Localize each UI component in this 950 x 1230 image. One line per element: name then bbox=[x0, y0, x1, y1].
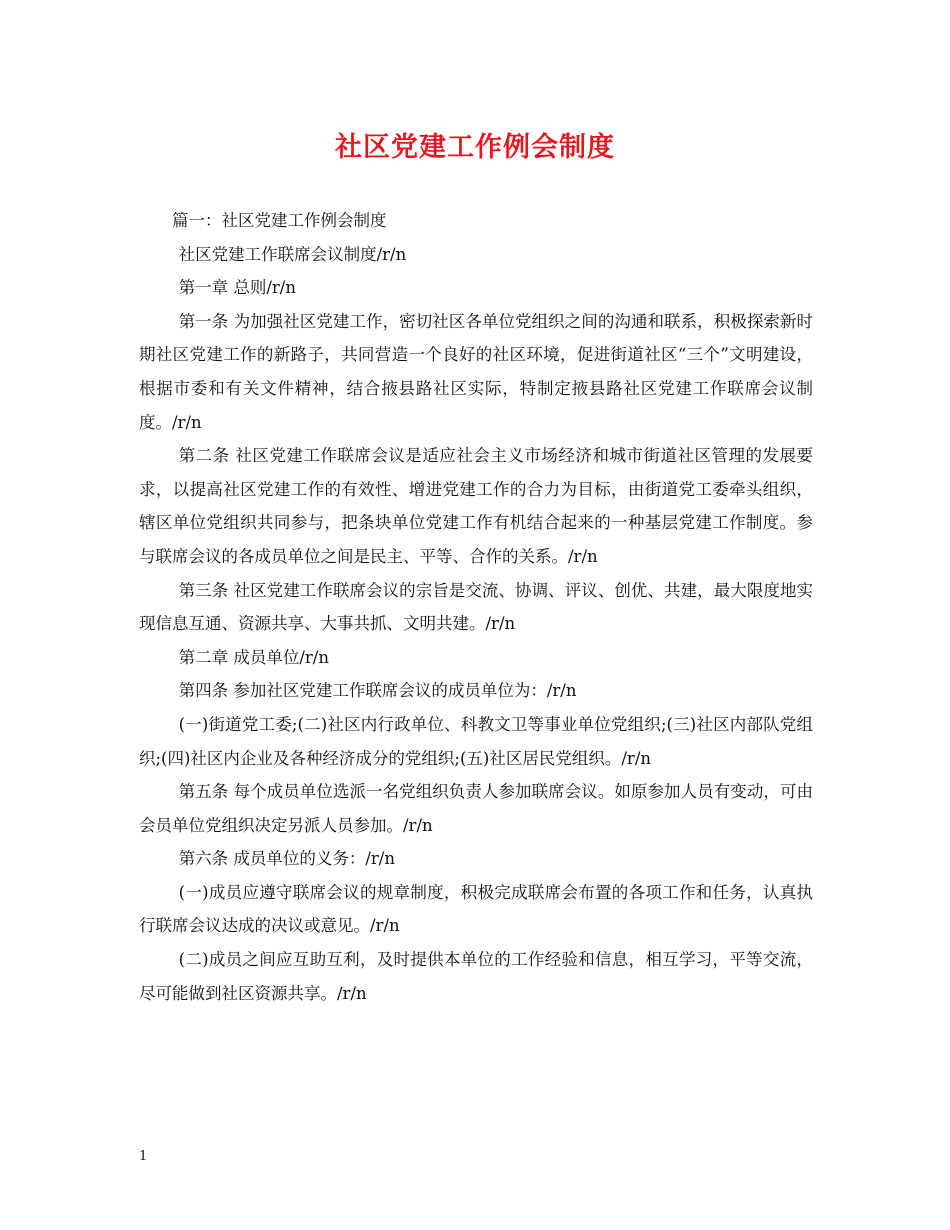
paragraph-section-heading: 篇一：社区党建工作例会制度 bbox=[172, 211, 387, 230]
paragraph-duty-1: (一)成员应遵守联席会议的规章制度，积极完成联席会布置的各项工作和任务，认真执行联席会议达成的决议或意见。/r/n bbox=[139, 882, 813, 936]
document-body bbox=[139, 204, 813, 1010]
paragraph-chapter-2: 第二章 成员单位/r/n bbox=[178, 647, 329, 667]
paragraph-article-3: 第三条 社区党建工作联席会议的宗旨是交流、协调、评议、创优、共建，最大限度地实现信息互通、资源共享、大事共抓、文明共建。/r/n bbox=[139, 580, 813, 634]
paragraph-duty-2: (二)成员之间应互助互利，及时提供本单位的工作经验和信息，相互学习，平等交流，尽可能做到社区资源共享。/r/n bbox=[139, 950, 813, 1003]
page-number: 1 bbox=[139, 1149, 148, 1164]
document-title: 社区党建工作例会制度 bbox=[335, 132, 615, 163]
paragraph-chapter-1: 第一章 总则/r/n bbox=[178, 278, 296, 298]
paragraph-article-6: 第六条 成员单位的义务：/r/n bbox=[178, 849, 395, 869]
paragraph-article-5: 第五条 每个成员单位选派一名党组织负责人参加联席会议。如原参加人员有变动，可由会员单位党组织决定另派人员参加。/r/n bbox=[139, 782, 813, 835]
paragraph-article-4: 第四条 参加社区党建工作联席会议的成员单位为：/r/n bbox=[178, 681, 577, 701]
paragraph-article-1: 第一条 为加强社区党建工作，密切社区各单位党组织之间的沟通和联系，积极探索新时期社区党建工作的新路子，共同营造一个良好的社区环境，促进街道社区“三个”文明建设，根据市委和有关文件精神，结合掖县路社区实际，特制定掖县路社区党建工作联席会议制度。/r/n bbox=[139, 311, 813, 432]
paragraph-member-list: (一)街道党工委;(二)社区内行政单位、科教文卫等事业单位党组织;(三)社区内部队党组织;(四)社区内企业及各种经济成分的党组织;(五)社区居民党组织。/r/n bbox=[139, 714, 813, 768]
paragraph-subtitle: 社区党建工作联席会议制度/r/n bbox=[178, 244, 407, 264]
paragraph-article-2: 第二条 社区党建工作联席会议是适应社会主义市场经济和城市街道社区管理的发展要求，以提高社区党建工作的有效性、增进党建工作的合力为目标，由街道党工委牵头组织，辖区单位党组织共同参与，把条块单位党建工作有机结合起来的一种基层党建工作制度。参与联席会议的各成员单位之间是民主、平等、合作的关系。/r/n bbox=[139, 446, 813, 566]
